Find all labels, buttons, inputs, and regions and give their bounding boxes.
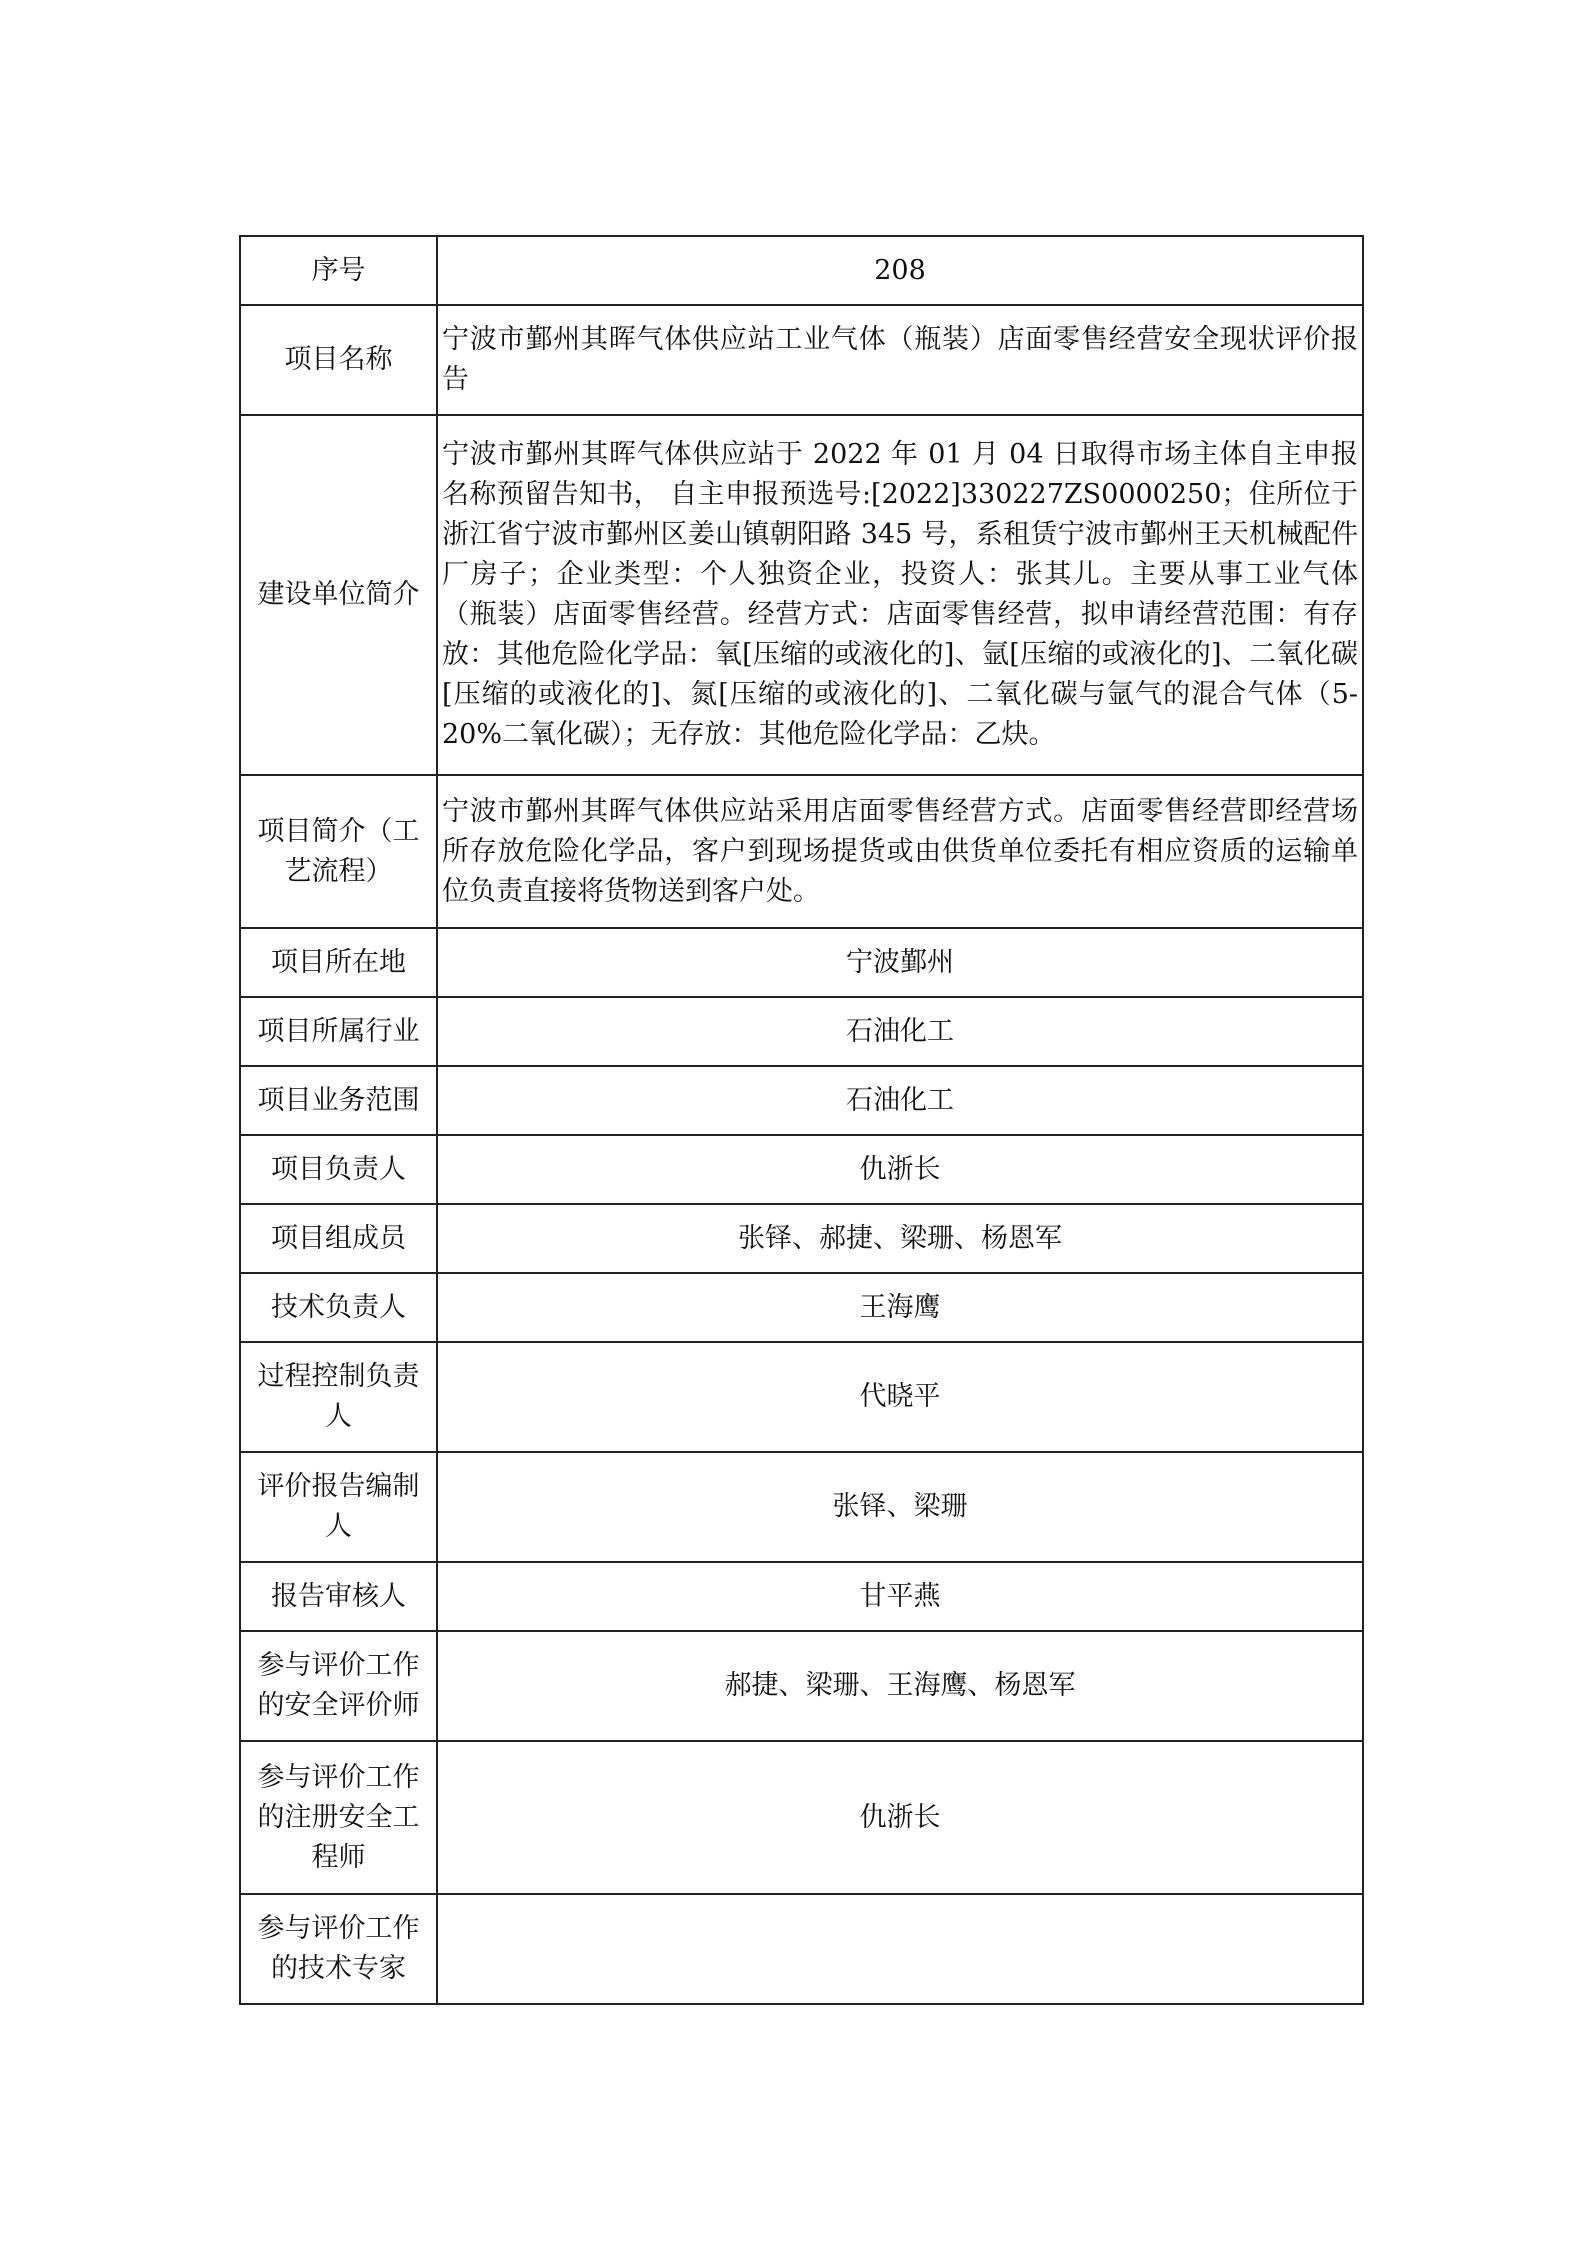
row-value: 仇浙长	[437, 1741, 1363, 1894]
table-row-project-intro	[240, 775, 1363, 928]
row-label: 项目所属行业	[240, 997, 437, 1066]
row-label: 报告审核人	[240, 1562, 437, 1631]
row-value: 甘平燕	[437, 1562, 1363, 1631]
row-value: 208	[437, 236, 1363, 305]
row-value: 张铎、梁珊	[437, 1452, 1363, 1562]
table-row-business-scope	[240, 1066, 1363, 1135]
row-value: 石油化工	[437, 997, 1363, 1066]
row-label: 参与评价工作的注册安全工程师	[240, 1741, 437, 1894]
row-value: 张铎、郝捷、梁珊、杨恩军	[437, 1204, 1363, 1273]
row-value	[437, 1894, 1363, 2004]
table-row-safety-engineers	[240, 1741, 1363, 1894]
row-label: 项目组成员	[240, 1204, 437, 1273]
table-row-serial-number	[240, 236, 1363, 305]
project-info-table	[239, 235, 1364, 2005]
table-row-team-members	[240, 1204, 1363, 1273]
row-value: 代晓平	[437, 1342, 1363, 1452]
table-row-safety-assessors	[240, 1631, 1363, 1741]
row-value: 宁波市鄞州其晖气体供应站于 2022 年 01 月 04 日取得市场主体自主申报名称预留告知书， 自主申报预选号:[2022]330227ZS0000250；住所位于浙江省宁波市鄞州区姜山镇朝阳路 345 号，系租赁宁波市鄞州王天机械配件厂房子；企业类型：个人独资企业，投资人：张其儿。主要从事工业气体（瓶装）店面零售经营。经营方式：店面零售经营，拟申请经营范围：有存放：其他危险化学品：氧[压缩的或液化的]、氩[压缩的或液化的]、二氧化碳[压缩的或液化的]、氮[压缩的或液化的]、二氧化碳与氩气的混合气体（5-20%二氧化碳）；无存放：其他危险化学品：乙炔。	[437, 415, 1363, 775]
row-value: 郝捷、梁珊、王海鹰、杨恩军	[437, 1631, 1363, 1741]
table-row-company-intro	[240, 415, 1363, 775]
row-value: 宁波市鄞州其晖气体供应站工业气体（瓶装）店面零售经营安全现状评价报告	[437, 305, 1363, 415]
row-value: 宁波鄞州	[437, 928, 1363, 997]
table-row-technical-lead	[240, 1273, 1363, 1342]
row-label: 技术负责人	[240, 1273, 437, 1342]
row-label: 项目所在地	[240, 928, 437, 997]
table-row-report-author	[240, 1452, 1363, 1562]
row-value: 宁波市鄞州其晖气体供应站采用店面零售经营方式。店面零售经营即经营场所存放危险化学品，客户到现场提货或由供货单位委托有相应资质的运输单位负责直接将货物送到客户处。	[437, 775, 1363, 928]
row-label: 项目业务范围	[240, 1066, 437, 1135]
table-row-technical-experts	[240, 1894, 1363, 2004]
row-value: 仇浙长	[437, 1135, 1363, 1204]
row-label: 参与评价工作的技术专家	[240, 1894, 437, 2004]
table-row-project-lead	[240, 1135, 1363, 1204]
table-row-project-name	[240, 305, 1363, 415]
row-label: 项目负责人	[240, 1135, 437, 1204]
row-value: 王海鹰	[437, 1273, 1363, 1342]
row-label: 评价报告编制人	[240, 1452, 437, 1562]
row-label: 项目名称	[240, 305, 437, 415]
row-label: 参与评价工作的安全评价师	[240, 1631, 437, 1741]
row-label: 建设单位简介	[240, 415, 437, 775]
row-value: 石油化工	[437, 1066, 1363, 1135]
table-row-location	[240, 928, 1363, 997]
table-row-report-reviewer	[240, 1562, 1363, 1631]
row-label: 过程控制负责人	[240, 1342, 437, 1452]
row-label: 项目简介（工艺流程）	[240, 775, 437, 928]
row-label: 序号	[240, 236, 437, 305]
table-row-industry	[240, 997, 1363, 1066]
table-row-process-control-lead	[240, 1342, 1363, 1452]
